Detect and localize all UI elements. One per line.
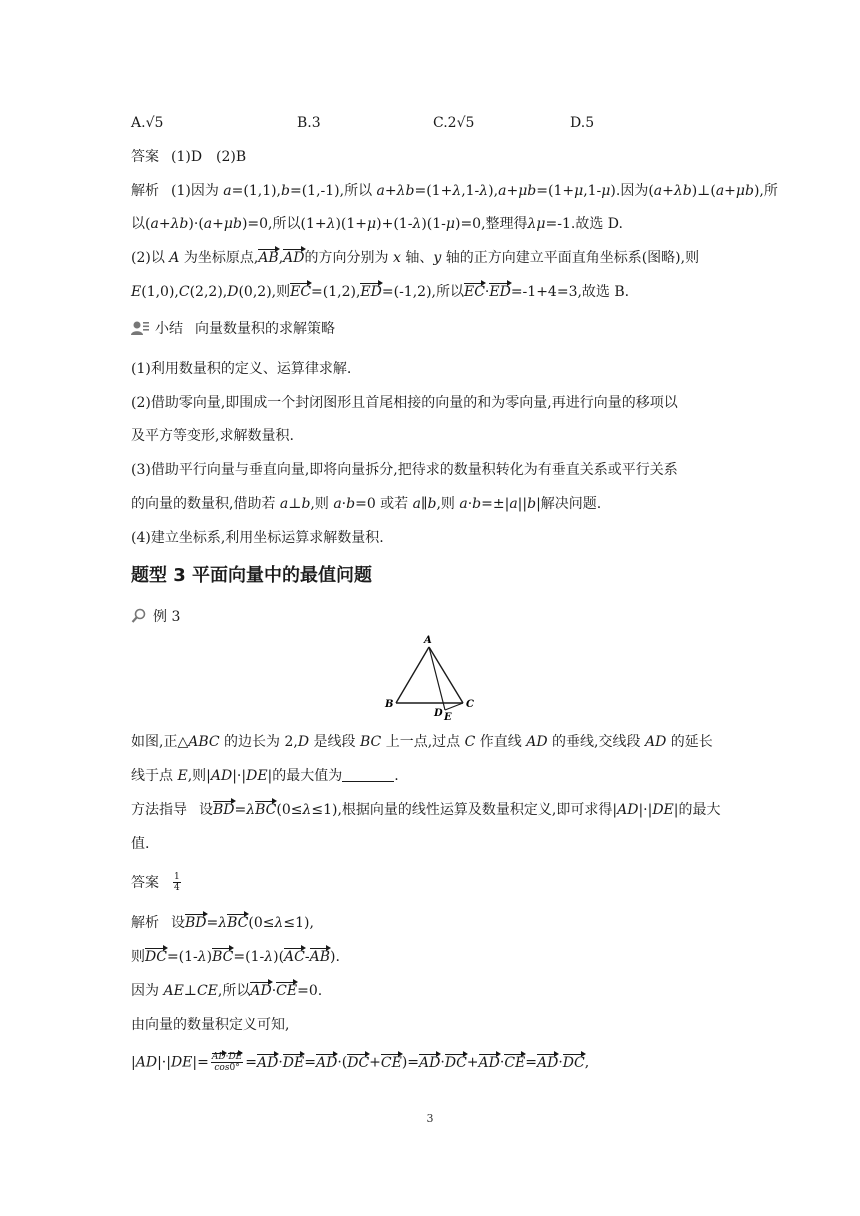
strategy-3-line-1: (3)借助平行向量与垂直向量,即将向量拆分,把待求的数量积转化为有垂直关系或平行关系 [131, 462, 678, 478]
strategy-3-line-2: 的向量的数量积,借助若 a⊥b,则 a·b=0 或若 a∥b,则 a·b=±|a||b|解决问题. [131, 496, 602, 512]
option-d: D.5 [570, 115, 595, 131]
analysis-1-line-4: E(1,0),C(2,2),D(0,2),则EC=(1,2),ED=(-1,2),所以EC·ED=-1+4=3,故选 B. [131, 284, 630, 300]
strategy-2-line-2: 及平方等变形,求解数量积. [131, 428, 294, 444]
analysis-1-line-1: 解析 (1)因为 a=(1,1),b=(1,-1),所以 a+λb=(1+λ,1-λ),a+μb=(1+μ,1-μ).因为(a+λb)⊥(a+μb),所 [131, 183, 778, 199]
answer-fraction: $\frac{1}{4}$ [174, 872, 180, 893]
example-label: 例 3 [131, 607, 180, 630]
method-line-2: 值. [131, 836, 150, 852]
page-number: 3 [426, 1112, 434, 1125]
magnifier-icon [131, 608, 147, 630]
analysis-1-line-2: 以(a+λb)·(a+μb)=0,所以(1+λ)(1+μ)+(1-λ)(1-μ)=0,整理得λμ=-1.故选 D. [131, 216, 623, 232]
answer-blank [342, 767, 394, 782]
person-list-icon [131, 320, 149, 342]
summary-heading: 小结 向量数量积的求解策略 [131, 319, 335, 342]
analysis-2-line-2: 则DC=(1-λ)BC=(1-λ)(AC-AB). [131, 949, 340, 965]
vertex-b: B [385, 699, 394, 710]
strategy-4: (4)建立坐标系,利用坐标运算求解数量积. [131, 530, 384, 546]
strategy-2-line-1: (2)借助零向量,即围成一个封闭图形且首尾相接的向量的和为零向量,再进行向量的移项以 [131, 395, 678, 411]
strategy-1: (1)利用数量积的定义、运算律求解. [131, 361, 352, 377]
analysis-2-line-5: |AD|·|DE|= $\frac{AD\cdot DE}{\cos 0^\circ}$ =AD·DE=AD·(DC+CE)=AD·DC+AD·CE=AD·DC, [131, 1052, 590, 1073]
problem-line-2: 线于点 E,则|AD|·|DE|的最大值为 . [131, 768, 399, 784]
analysis-1-line-3: (2)以 A 为坐标原点,AB,AD的方向分别为 x 轴、y 轴的正方向建立平面直角坐标系(图略),则 [131, 250, 700, 266]
analysis-2-line-1: 解析 设BD=λBC(0≤λ≤1), [131, 915, 314, 931]
method-line-1: 方法指导 设BD=λBC(0≤λ≤1),根据向量的线性运算及数量积定义,即可求得|AD|·|DE|的最大 [131, 802, 721, 818]
option-b: B.3 [297, 115, 321, 131]
triangle-figure [380, 630, 480, 725]
analysis-2-line-3: 因为 AE⊥CE,所以AD·CE=0. [131, 983, 323, 999]
vertex-a: A [424, 635, 432, 646]
vertex-d: D [434, 708, 443, 719]
problem-line-1: 如图,正△ABC 的边长为 2,D 是线段 BC 上一点,过点 C 作直线 AD 的垂线,交线段 AD 的延长 [131, 734, 713, 750]
section-heading: 题型 3 平面向量中的最值问题 [131, 565, 373, 586]
vertex-c: C [466, 699, 474, 710]
vertex-e: E [444, 712, 452, 723]
option-c: C.2√5 [433, 115, 475, 131]
option-a: A.√5 [131, 115, 164, 131]
answer-2: 答案 $\frac{1}{4}$ [131, 872, 180, 893]
answer-1: 答案 (1)D (2)B [131, 149, 247, 165]
analysis-2-line-4: 由向量的数量积定义可知, [131, 1017, 290, 1033]
